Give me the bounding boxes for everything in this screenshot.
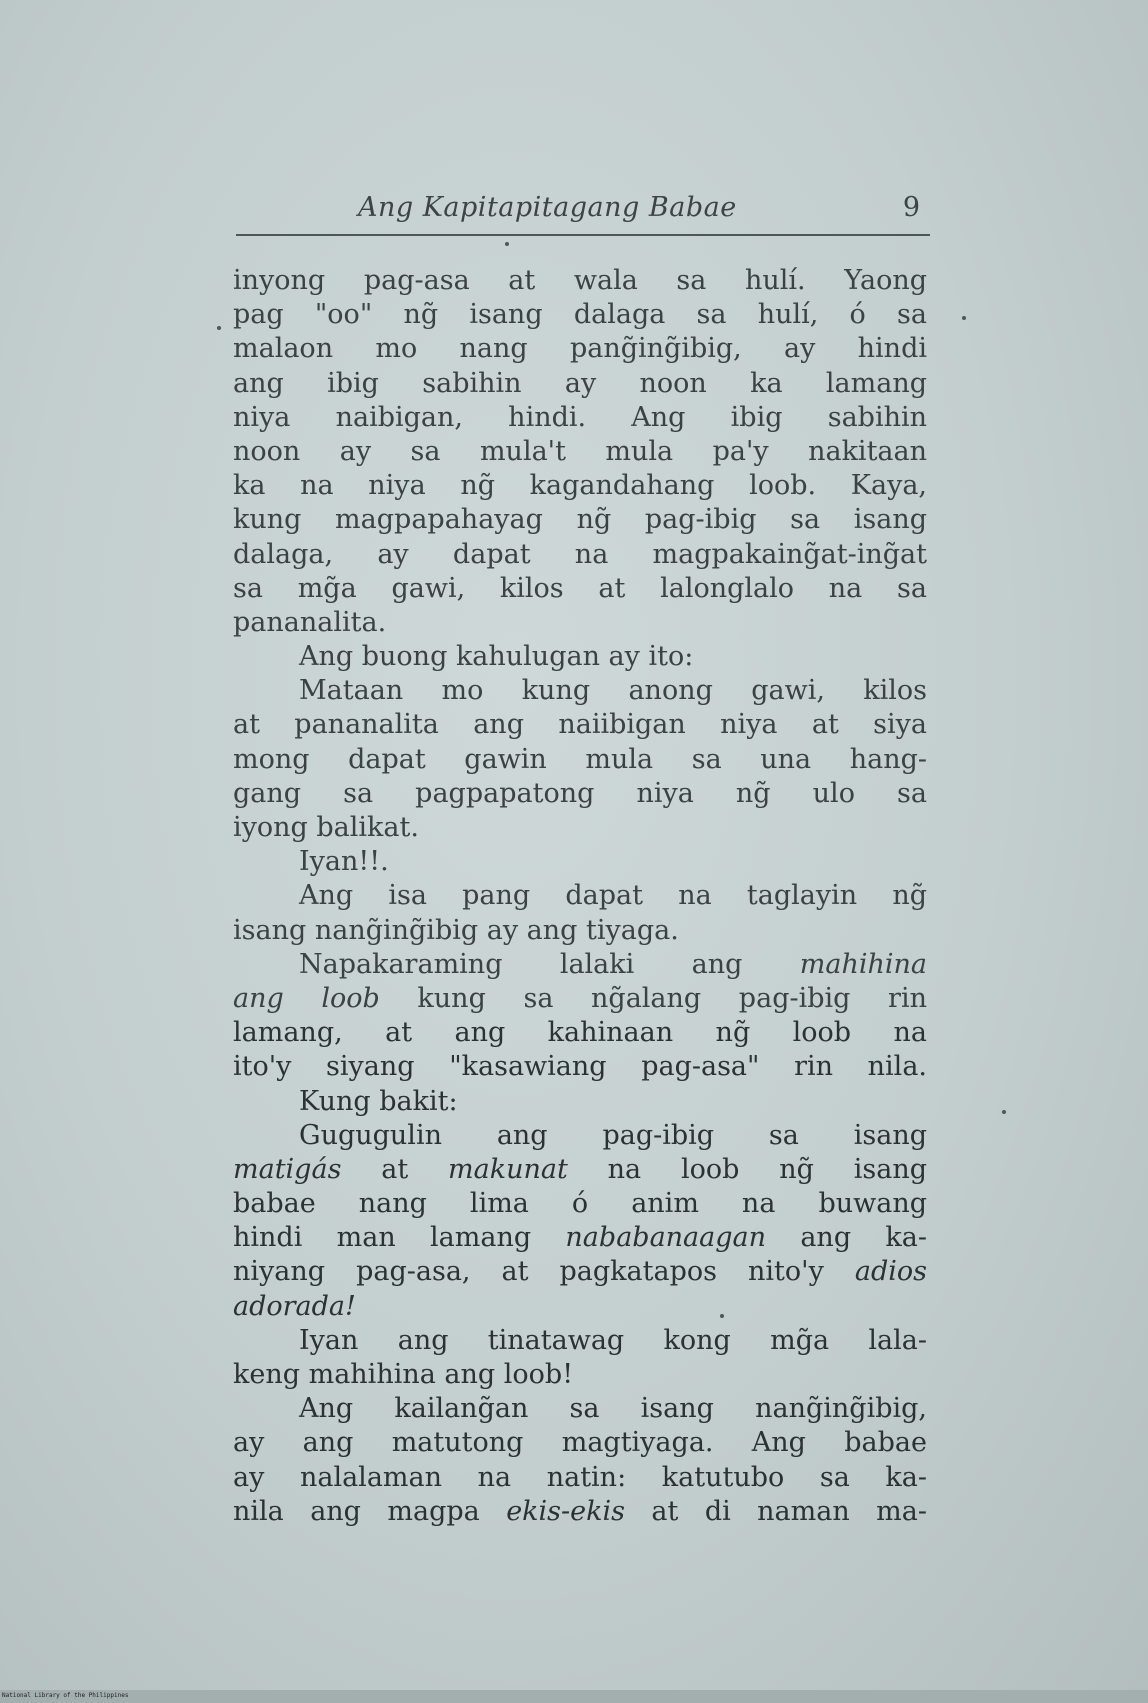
text-line: isang nang̃ing̃ibig ay ang tiyaga. xyxy=(233,914,679,946)
italic-run: nababanaagan xyxy=(565,1222,767,1254)
page-number: 9 xyxy=(902,192,920,223)
text-line-mixed xyxy=(233,948,927,982)
text-run: niyang pag-asa, at pagkatapos nito'y xyxy=(233,1256,855,1288)
print-speck xyxy=(505,242,509,246)
text-line: at pananalita ang naiibigan niya at siya xyxy=(233,709,927,741)
text-run: kung sa ng̃alang pag-ibig rin xyxy=(379,982,927,1014)
text-run: Napakaraming lalaki ang xyxy=(299,948,800,980)
text-line: ang ibig sabihin ay noon ka lamang xyxy=(233,367,927,399)
text-line: Mataan mo kung anong gawi, kilos xyxy=(299,675,927,707)
text-line: keng mahihina ang loob! xyxy=(233,1359,574,1390)
print-speck xyxy=(217,326,221,330)
text-line: babae nang lima ó anim na buwang xyxy=(233,1188,927,1220)
print-speck xyxy=(720,1314,724,1318)
text-line-mixed xyxy=(233,1290,927,1324)
text-line-mixed xyxy=(233,1255,927,1289)
text-line-mixed xyxy=(233,1221,927,1255)
text-line: gang sa pagpapatong niya ng̃ ulo sa xyxy=(233,777,927,809)
text-line: Iyan!!. xyxy=(299,846,389,878)
italic-run: matigás xyxy=(233,1153,342,1185)
text-line: noon ay sa mula't mula pa'y nakitaan xyxy=(233,435,927,467)
text-line: Ang buong kahulugan ay ito: xyxy=(299,641,694,673)
text-line: mong dapat gawin mula sa una hang- xyxy=(233,743,927,775)
text-line-mixed xyxy=(233,1495,927,1529)
text-run: hindi man lamang xyxy=(233,1222,566,1254)
text-run: ang ka- xyxy=(766,1222,927,1254)
text-line: pananalita. xyxy=(233,606,387,638)
text-line: pag "oo" ng̃ isang dalaga sa hulí, ó sa xyxy=(233,299,927,331)
body-text xyxy=(233,264,927,1529)
text-line: Kung bakit: xyxy=(299,1085,458,1117)
print-speck xyxy=(1002,1110,1006,1114)
text-line: malaon mo nang pang̃ing̃ibig, ay hindi xyxy=(233,333,927,365)
text-line-mixed xyxy=(233,982,927,1016)
text-run: at di naman ma- xyxy=(625,1495,927,1527)
text-line: Gugugulin ang pag-ibig sa isang xyxy=(299,1119,927,1151)
text-line: iyong balikat. xyxy=(233,812,419,843)
text-line: ito'y siyang "kasawiang pag-asa" rin nila. xyxy=(233,1051,927,1083)
text-line: ka na niya ng̃ kagandahang loob. Kaya, xyxy=(233,470,927,502)
text-line: ay nalalaman na natin: katutubo sa ka- xyxy=(233,1461,927,1493)
text-line: sa mg̃a gawi, kilos at lalonglalo na sa xyxy=(233,572,927,604)
italic-run: adios xyxy=(854,1256,927,1288)
text-line: Ang isa pang dapat na taglayin ng̃ xyxy=(299,880,927,912)
running-title: Ang Kapitapitagang Babae xyxy=(358,192,737,223)
text-line: niya naibigan, hindi. Ang ibig sabihin xyxy=(233,401,927,433)
text-line: ay ang matutong magtiyaga. Ang babae xyxy=(233,1427,927,1459)
italic-run: ekis-ekis xyxy=(506,1495,625,1527)
page-header xyxy=(238,192,928,232)
text-run: at xyxy=(341,1153,449,1185)
text-run: nila ang magpa xyxy=(233,1495,507,1527)
print-speck xyxy=(962,316,966,320)
text-line: Iyan ang tinatawag kong mg̃a lala- xyxy=(299,1324,927,1356)
text-line-mixed xyxy=(233,1153,927,1187)
header-rule xyxy=(236,234,930,236)
text-line: dalaga, ay dapat na magpakaing̃at-ing̃at xyxy=(233,538,927,570)
italic-run: adorada! xyxy=(233,1290,356,1322)
text-line: lamang, at ang kahinaan ng̃ loob na xyxy=(233,1017,927,1049)
text-line: Ang kailang̃an sa isang nang̃ing̃ibig, xyxy=(299,1393,927,1425)
scan-credit: National Library of the Philippines xyxy=(2,1692,129,1699)
italic-run: mahihina xyxy=(799,948,927,980)
italic-run: ang loob xyxy=(233,982,380,1014)
italic-run: makunat xyxy=(448,1153,568,1185)
text-run: na loob ng̃ isang xyxy=(567,1153,927,1185)
text-line: kung magpapahayag ng̃ pag-ibig sa isang xyxy=(233,504,927,536)
text-line: inyong pag-asa at wala sa hulí. Yaong xyxy=(233,265,927,296)
